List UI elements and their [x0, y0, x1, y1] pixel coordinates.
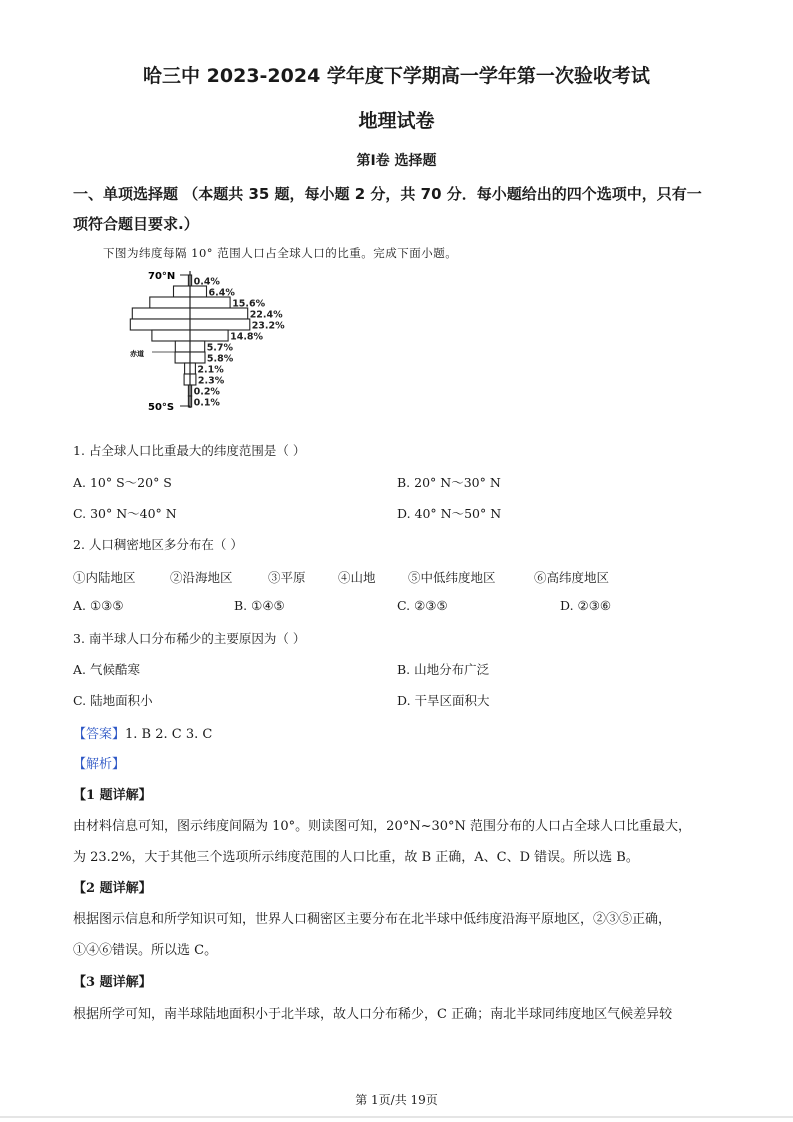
population-bar-label: 15.6% — [232, 298, 266, 310]
question-3-option-d[interactable]: D. 干旱区面积大 — [397, 693, 490, 708]
page-footer: 第 1页/共 19页 — [355, 1093, 438, 1107]
question-2-option-d[interactable]: D. ②③⑥ — [560, 598, 612, 613]
question-2-item-6: ⑥高纬度地区 — [534, 570, 610, 585]
detail-2-tag: 【2 题详解】 — [73, 881, 152, 896]
label-group — [194, 277, 286, 409]
question-2-option-b[interactable]: B. ①④⑤ — [234, 598, 285, 613]
population-bar-label: 14.8% — [230, 331, 264, 343]
question-2-item-4: ④山地 — [338, 570, 376, 585]
question-2-stem: 2. 人口稠密地区多分布在（ ） — [73, 537, 243, 552]
question-2-option-c[interactable]: C. ②③⑤ — [397, 598, 448, 613]
equator-label: 赤道 — [130, 350, 144, 358]
question-2-item-3: ③平原 — [268, 570, 306, 585]
population-bar-label: 6.4% — [208, 287, 235, 299]
population-bar-label: 0.2% — [193, 386, 220, 398]
section-heading-line1: 一、单项选择题 （本题共 35 题，每小题 2 分，共 70 分．每小题给出的四个选项中，只有一 — [73, 185, 702, 203]
subject-title: 地理试卷 — [358, 110, 435, 132]
question-intro: 下图为纬度每隔 10° 范围人口占全球人口的比重。完成下面小题。 — [103, 246, 458, 260]
question-1-option-c[interactable]: C. 30° N～40° N — [73, 506, 177, 521]
population-bar-label: 5.8% — [206, 353, 234, 365]
volume-title: 第Ⅰ卷 选择题 — [356, 153, 437, 169]
population-bar-label: 23.2% — [251, 320, 285, 332]
answer-text: 1. B 2. C 3. C — [125, 727, 213, 742]
bottom-latitude-label: 50°S — [148, 402, 175, 413]
question-2-item-5: ⑤中低纬度地区 — [408, 570, 496, 585]
population-bar-label: 22.4% — [249, 309, 283, 321]
detail-2-line1: 根据图示信息和所学知识可知，世界人口稠密区主要分布在北半球中低纬度沿海平原地区，②③⑤正确， — [73, 912, 672, 927]
question-1-option-d[interactable]: D. 40° N～50° N — [397, 506, 502, 521]
question-2-item-2: ②沿海地区 — [170, 570, 233, 585]
analysis-tag: 【解析】 — [73, 757, 126, 772]
exam-title: 哈三中 2023-2024 学年度下学期高一学年第一次验收考试 — [143, 65, 650, 87]
detail-3-tag: 【3 题详解】 — [73, 975, 152, 990]
top-latitude-label: 70°N — [148, 271, 176, 282]
question-2-item-1: ①内陆地区 — [73, 570, 136, 585]
population-bar-label: 2.3% — [197, 375, 225, 387]
page-bottom-border — [0, 1116, 793, 1118]
question-1-option-a[interactable]: A. 10° S～20° S — [73, 475, 172, 490]
answer-line — [73, 723, 212, 742]
question-3-stem: 3. 南半球人口分布稀少的主要原因为（ ） — [73, 631, 306, 646]
question-1-option-b[interactable]: B. 20° N～30° N — [397, 475, 501, 490]
population-bar-label: 5.7% — [206, 342, 234, 354]
question-3-option-a[interactable]: A. 气候酷寒 — [73, 662, 140, 677]
detail-3-line1: 根据所学可知，南半球陆地面积小于北半球，故人口分布稀少，C 正确；南北半球同纬度地区气候差异较 — [73, 1007, 673, 1022]
question-2-option-a[interactable]: A. ①③⑤ — [73, 598, 124, 613]
detail-1-line2: 为 23.2%，大于其他三个选项所示纬度范围的人口比重，故 B 正确，A、C、D 错误。所以选 B。 — [73, 850, 639, 865]
detail-1-tag: 【1 题详解】 — [73, 788, 152, 803]
population-bar-label: 0.1% — [193, 397, 220, 409]
population-latitude-chart — [60, 268, 360, 416]
detail-1-line1: 由材料信息可知，图示纬度间隔为 10°。则读图可知，20°N~30°N 范围分布的人口占全球人口比重最大， — [73, 819, 692, 834]
question-3-option-b[interactable]: B. 山地分布广泛 — [397, 662, 490, 677]
question-3-option-c[interactable]: C. 陆地面积小 — [73, 693, 153, 708]
section-heading-line2: 项符合题目要求.） — [73, 215, 199, 233]
population-bar-label: 0.4% — [193, 276, 220, 288]
answer-tag: 【答案】 — [73, 727, 126, 742]
question-1-stem: 1. 占全球人口比重最大的纬度范围是（ ） — [73, 443, 306, 458]
population-bar-label: 2.1% — [197, 364, 224, 376]
detail-2-line2: ①④⑥错误。所以选 C。 — [73, 943, 218, 958]
